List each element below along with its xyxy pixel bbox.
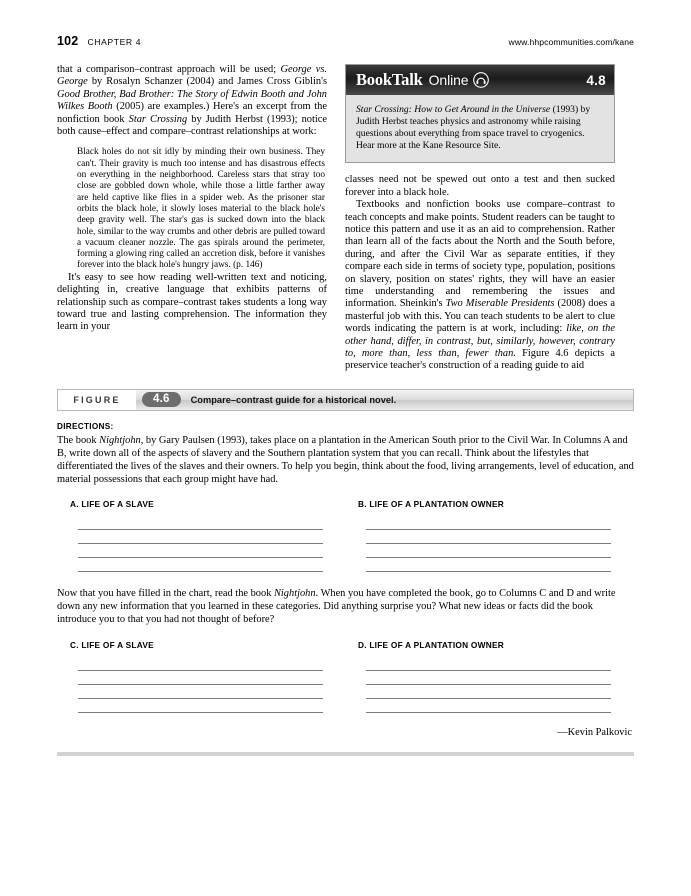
website-url: www.hhpcommunities.com/kane	[508, 37, 634, 47]
worksheet-column-b-heading: B. LIFE OF A PLANTATION OWNER	[358, 499, 504, 510]
worksheet-column-b-lines[interactable]	[345, 516, 615, 572]
worksheet-column-c-heading: C. LIFE OF A SLAVE	[70, 639, 154, 650]
write-line[interactable]	[366, 671, 611, 685]
left-paragraph-2: It's easy to see how reading well-written text and noticing, delighting in, creative language that exhibits patterns of relationship such as compare–contrast takes students a long way toward true and lasting comprehension. The information they learn in your	[57, 271, 327, 333]
figure-label: FIGURE	[58, 390, 136, 410]
worksheet-row-top	[57, 499, 634, 572]
directions-label: DIRECTIONS:	[57, 421, 114, 431]
worksheet-column-d	[345, 640, 615, 713]
write-line[interactable]	[366, 516, 611, 530]
booktalk-title: BookTalk	[356, 70, 423, 89]
headphones-icon	[473, 72, 489, 88]
write-line[interactable]	[78, 544, 323, 558]
page-number: 102	[57, 34, 79, 48]
running-head	[57, 0, 634, 54]
worksheet-column-b	[345, 499, 615, 572]
footer-rule	[57, 752, 634, 756]
booktalk-box	[345, 64, 615, 163]
chapter-label: CHAPTER 4	[87, 37, 142, 47]
right-paragraph-1: classes need not be spewed out onto a test and then sucked forever into a black hole.	[345, 174, 615, 198]
booktalk-number: 4.8	[586, 72, 606, 88]
worksheet-column-d-heading: D. LIFE OF A PLANTATION OWNER	[358, 639, 504, 650]
write-line[interactable]	[366, 685, 611, 699]
running-head-left	[57, 34, 141, 48]
right-column	[345, 64, 615, 373]
directions-text: The book Nightjohn, by Gary Paulsen (1993), takes place on a plantation in the American South prior to the Civil War. In Columns A and B, write down all of the aspects of slavery and the Southern plantation system that you can recall. Think about the lifestyles that differentiated the lives of the slaves and their owners. To help you begin, think about the food, living arrangements, level of education, and material possessions that each group might have had.	[57, 434, 634, 486]
write-line[interactable]	[78, 516, 323, 530]
write-line[interactable]	[366, 544, 611, 558]
write-line[interactable]	[78, 530, 323, 544]
booktalk-subtitle: Online	[428, 72, 469, 88]
right-paragraph-2: Textbooks and nonfiction books use compare–contrast to teach concepts and make points. Student readers can be taught to notice this pattern and use it as an aid to comprehension. Rather than learn all of the facts about the North and the South before, during, and after the Civil War as separate entities, if they compare each side in terms of society type, population, positions on slavery, position on states' rights, they will have an easier time understanding and remembering the issues and information. Sheinkin's Two Miserable Presidents (2008) does a masterful job with this. You can teach students to be alert to clue words indicating the pattern is at work, including: like, on the other hand, differ, in contrast, but, similarly, however, contrary to, more than, less than, fewer than. Figure 4.6 depicts a preservice teacher's construction of a reading guide to aid	[345, 199, 615, 372]
write-line[interactable]	[78, 671, 323, 685]
figure-header-bar	[57, 389, 634, 411]
worksheet-middle-text: Now that you have filled in the chart, read the book Nightjohn. When you have completed the book, go to Columns C and D and write down any new information that you learned in these categories. Did anything surprise you? What new ideas or facts did the book introduce you to that you had not thought of before?	[57, 588, 616, 626]
write-line[interactable]	[366, 657, 611, 671]
write-line[interactable]	[366, 558, 611, 572]
figure-worksheet	[57, 422, 634, 756]
figure-caption: Compare–contrast guide for a historical novel.	[190, 394, 397, 405]
booktalk-body: Star Crossing: How to Get Around in the Universe (1993) by Judith Herbst teaches physics and astronomy while raising questions about everything from space travel to cryogenics. Hear more at the Kane Resource Site.	[346, 95, 614, 162]
write-line[interactable]	[366, 530, 611, 544]
blockquote-text: Black holes do not sit idly by minding their own business. They can't. Their gravity is much too intense and has disastrous effects on everything in the neighborhood. Careless stars that stray too close are gobbled down whole, while those a little farther away are held captive like flies in a spider web. As the prisoner star orbits the black hole, it slowly loses material to the black hole's deep gravity well. The star's gas is sucked down into the black hole, similar to the way crumbs and other debris are pulled toward a vacuum cleaner nozzle. The gas spirals around the perimeter, forming a glowing ring called an accretion disk, before it vanishes forever into the black hole's hungry jaws. (p. 146)	[77, 147, 325, 271]
figure-number: 4.6	[142, 392, 181, 407]
booktalk-header	[346, 65, 614, 95]
worksheet-row-bottom	[57, 640, 634, 713]
worksheet-column-d-lines[interactable]	[345, 657, 615, 713]
worksheet-column-a	[57, 499, 327, 572]
write-line[interactable]	[78, 657, 323, 671]
worksheet-column-c	[57, 640, 327, 713]
body-columns	[57, 64, 634, 373]
worksheet-column-a-heading: A. LIFE OF A SLAVE	[70, 499, 154, 510]
write-line[interactable]	[78, 558, 323, 572]
left-paragraph-1: that a comparison–contrast approach will be used; George vs. George by Rosalyn Schanzer (2004) and James Cross Giblin's Good Brother, Bad Brother: The Story of Edwin Booth and John Wilkes Booth (2005) are examples.) Here's an excerpt from the nonfiction book Star Crossing by Judith Herbst (1993); notice both cause–effect and compare–contrast relationships at work:	[57, 64, 328, 138]
left-column	[57, 64, 327, 373]
write-line[interactable]	[78, 699, 323, 713]
worksheet-column-c-lines[interactable]	[57, 657, 327, 713]
write-line[interactable]	[78, 685, 323, 699]
blockquote-star-crossing	[57, 147, 327, 271]
worksheet-column-a-lines[interactable]	[57, 516, 327, 572]
figure-credit: —Kevin Palkovic	[557, 726, 632, 738]
write-line[interactable]	[366, 699, 611, 713]
